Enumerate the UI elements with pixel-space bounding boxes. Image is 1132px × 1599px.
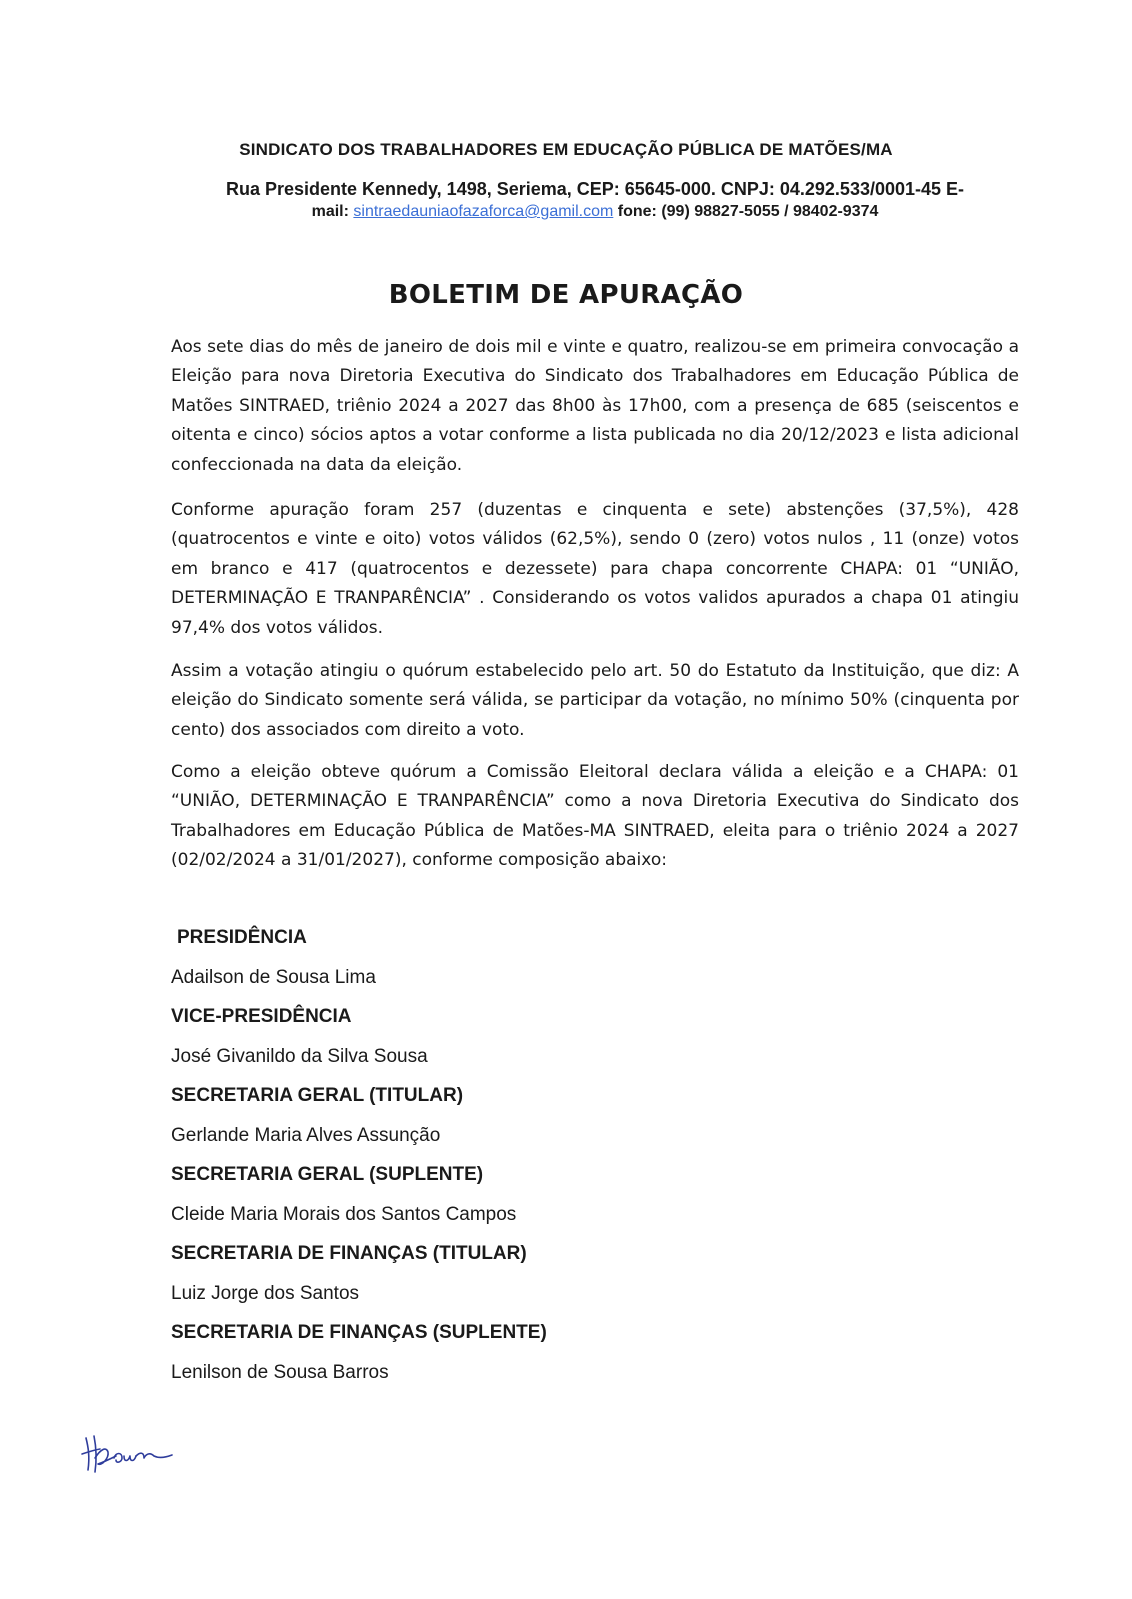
- document-title: BOLETIM DE APURAÇÃO: [388, 280, 744, 310]
- organization-address: Rua Presidente Kennedy, 1498, Seriema, CEP: 65645-000. CNPJ: 04.292.533/0001-45 E-: [225, 179, 965, 199]
- role-name-vice-presidencia: José Givanildo da Silva Sousa: [171, 1046, 428, 1067]
- organization-name: SINDICATO DOS TRABALHADORES EM EDUCAÇÃO PÚBLICA DE MATÕES/MA: [239, 140, 893, 159]
- role-name-financas-suplente: Lenilson de Sousa Barros: [171, 1362, 389, 1383]
- email-label: mail:: [311, 203, 349, 220]
- email-link[interactable]: sintraedauniaofazaforca@gamil.com: [353, 203, 614, 220]
- handwritten-signature: [78, 1428, 178, 1478]
- paragraph-declaration: Como a eleição obteve quórum a Comissão Eleitoral declara válida a eleição e a CHAPA: 01 “UNIÃO, DETERMINAÇÃO E TRANPARÊNCIA” como a nova Diretoria Executiva do Sindicato dos Trabalhadores em Educação Pública de Matões-MA SINTRAED, eleita para o triênio 2024 a 2027 (02/02/2024 a 31/01/2027), conforme composição abaixo:: [171, 762, 1019, 871]
- role-title-presidencia: PRESIDÊNCIA: [177, 927, 307, 948]
- role-name-secretaria-geral-titular: Gerlande Maria Alves Assunção: [171, 1125, 441, 1146]
- role-title-vice-presidencia: VICE-PRESIDÊNCIA: [171, 1006, 352, 1027]
- role-title-secretaria-geral-titular: SECRETARIA GERAL (TITULAR): [171, 1085, 464, 1106]
- role-title-secretaria-geral-suplente: SECRETARIA GERAL (SUPLENTE): [171, 1164, 484, 1185]
- role-title-financas-titular: SECRETARIA DE FINANÇAS (TITULAR): [171, 1243, 527, 1264]
- role-name-secretaria-geral-suplente: Cleide Maria Morais dos Santos Campos: [171, 1204, 517, 1225]
- role-title-financas-suplente: SECRETARIA DE FINANÇAS (SUPLENTE): [171, 1322, 547, 1343]
- paragraph-election-opening: Aos sete dias do mês de janeiro de dois mil e vinte e quatro, realizou-se em primeira convocação a Eleição para nova Diretoria Executiva do Sindicato dos Trabalhadores em Educação Pública de Matões SINTRAED, triênio 2024 a 2027 das 8h00 às 17h00, com a presença de 685 (seiscentos e oitenta e cinco) sócios aptos a votar conforme a lista publicada no dia 20/12/2023 e lista adicional confeccionada na data da eleição.: [171, 337, 1019, 475]
- organization-contact: [170, 201, 1020, 223]
- paragraph-quorum: Assim a votação atingiu o quórum estabelecido pelo art. 50 do Estatuto da Instituição, que diz: A eleição do Sindicato somente será válida, se participar da votação, no mínimo 50% (cinquenta por cento) dos associados com direito a voto.: [171, 661, 1019, 740]
- board-composition-list: [171, 918, 871, 1392]
- phone-text: fone: (99) 98827-5055 / 98402-9374: [617, 203, 879, 220]
- role-name-financas-titular: Luiz Jorge dos Santos: [171, 1283, 360, 1304]
- paragraph-vote-count: Conforme apuração foram 257 (duzentas e cinquenta e sete) abstenções (37,5%), 428 (quatrocentos e vinte e oito) votos válidos (62,5%), sendo 0 (zero) votos nulos , 11 (onze) votos em branco e 417 (quatrocentos e dezessete) para chapa concorrente CHAPA: 01 “UNIÃO, DETERMINAÇÃO E TRANPARÊNCIA” . Considerando os votos validos apurados a chapa 01 atingiu 97,4% dos votos válidos.: [171, 500, 1019, 638]
- role-name-presidencia: Adailson de Sousa Lima: [171, 967, 376, 988]
